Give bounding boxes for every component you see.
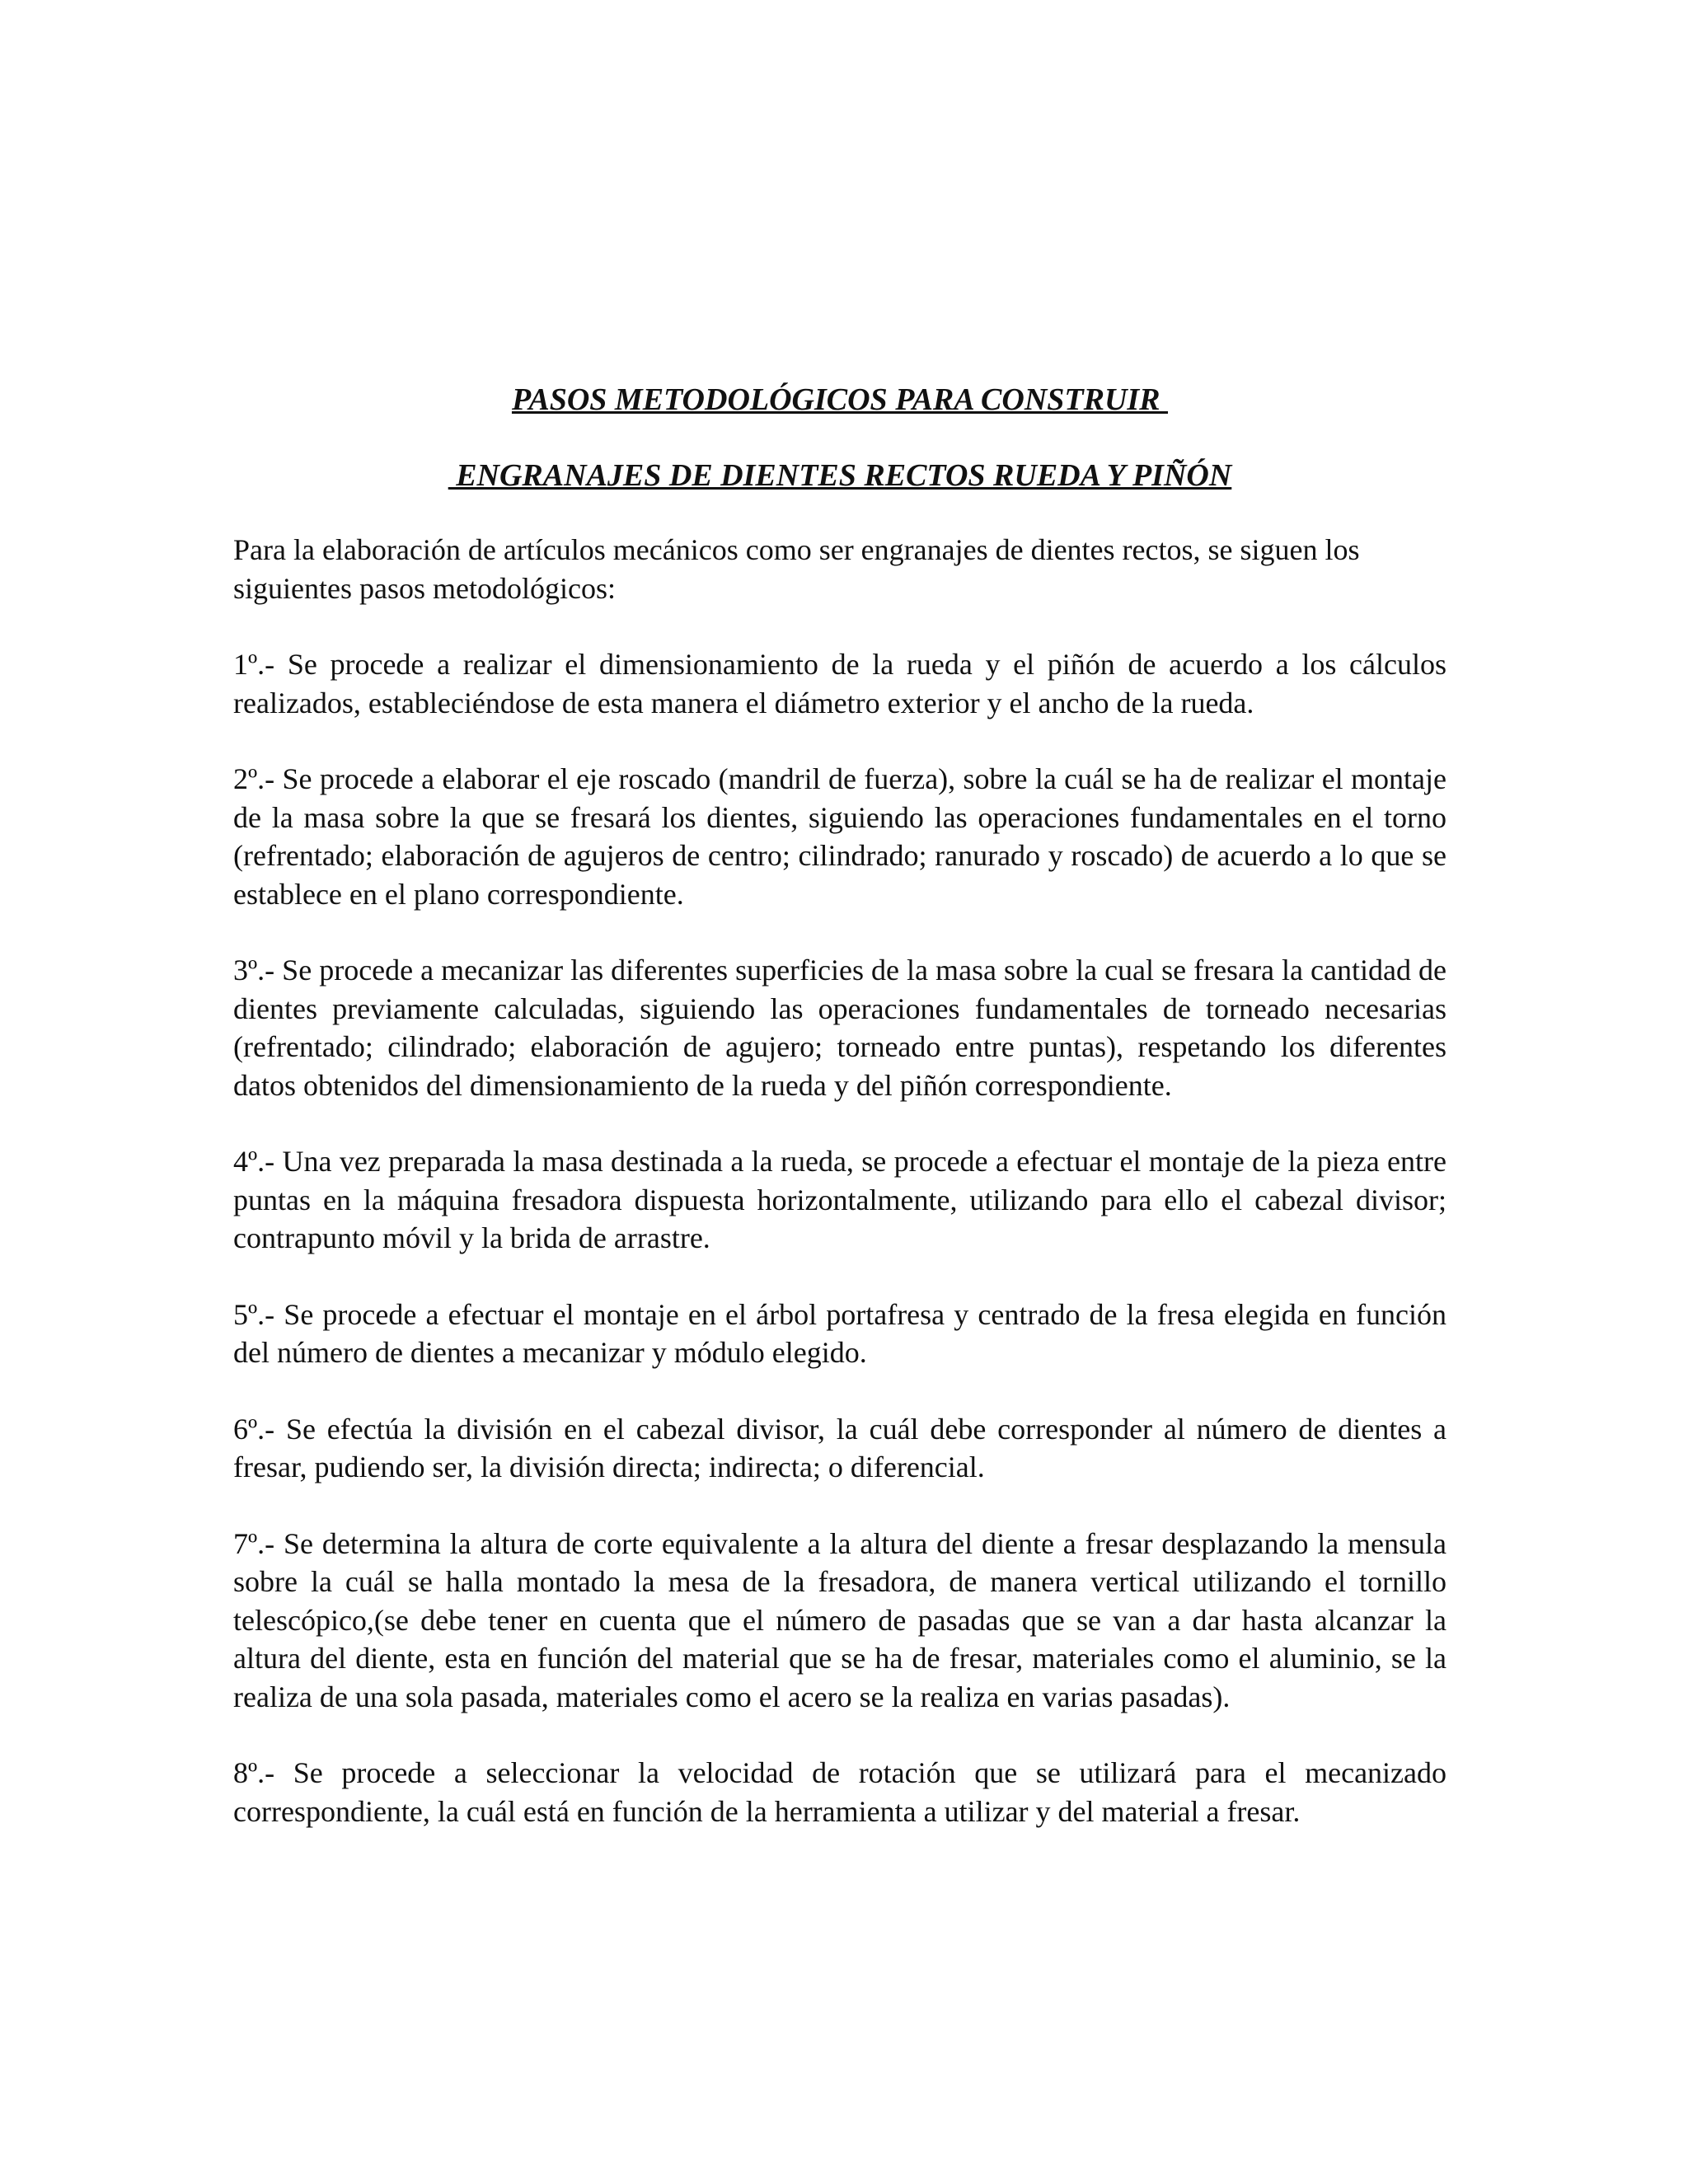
document-title-line-2: ENGRANAJES DE DIENTES RECTOS RUEDA Y PIÑÓN: [448, 458, 1232, 493]
step-6-paragraph: 6º.- Se efectúa la división en el cabezal divisor, la cuál debe corresponder al número de dientes a fresar, pudiendo ser, la división directa; indirecta; o diferencial.: [233, 1412, 1447, 1483]
step-5-paragraph: 5º.- Se procede a efectuar el montaje en el árbol portafresa y centrado de la fresa elegida en función del número de dientes a mecanizar y módulo elegido.: [233, 1297, 1447, 1369]
intro-paragraph: Para la elaboración de artículos mecánicos como ser engranajes de dientes rectos, se siguen los siguientes pasos metodológicos:: [233, 533, 1360, 605]
step-3-paragraph: 3º.- Se procede a mecanizar las diferentes superficies de la masa sobre la cual se fresara la cantidad de dientes previamente calculadas, siguiendo las operaciones fundamentales de torneado necesarias (refrentado; cilindrado; elaboración de agujero; torneado entre puntas), respetando los diferentes datos obtenidos del dimensionamiento de la rueda y del piñón correspondiente.: [233, 954, 1447, 1102]
document-title-line-1: PASOS METODOLÓGICOS PARA CONSTRUIR: [511, 382, 1169, 417]
step-2-paragraph: 2º.- Se procede a elaborar el eje roscado (mandril de fuerza), sobre la cuál se ha de realizar el montaje de la masa sobre la que se fresará los dientes, siguiendo las operaciones fundamentales en el torno (refrentado; elaboración de agujeros de centro; cilindrado; ranurado y roscado) de acuerdo a lo que se establece en el plano correspondiente.: [233, 762, 1447, 911]
step-4-paragraph: 4º.- Una vez preparada la masa destinada a la rueda, se procede a efectuar el montaje de la pieza entre puntas en la máquina fresadora dispuesta horizontalmente, utilizando para ello el cabezal divisor; contrapunto móvil y la brida de arrastre.: [233, 1145, 1447, 1254]
step-7-paragraph: 7º.- Se determina la altura de corte equivalente a la altura del diente a fresar desplazando la mensula sobre la cuál se halla montado la mesa de la fresadora, de manera vertical utilizando el tornillo telescópico,(se debe tener en cuenta que el número de pasadas que se van a dar hasta alcanzar la altura del diente, esta en función del material que se ha de fresar, materiales como el aluminio, se la realiza de una sola pasada, materiales como el acero se la realiza en varias pasadas).: [233, 1526, 1447, 1713]
document-body: [233, 381, 1447, 1868]
step-1-paragraph: 1º.- Se procede a realizar el dimensionamiento de la rueda y el piñón de acuerdo a los cálculos realizados, estableciéndose de esta manera el diámetro exterior y el ancho de la rueda.: [233, 648, 1447, 719]
step-8-paragraph: 8º.- Se procede a seleccionar la velocidad de rotación que se utilizará para el mecanizado correspondiente, la cuál está en función de la herramienta a utilizar y del material a fresar.: [233, 1756, 1447, 1828]
